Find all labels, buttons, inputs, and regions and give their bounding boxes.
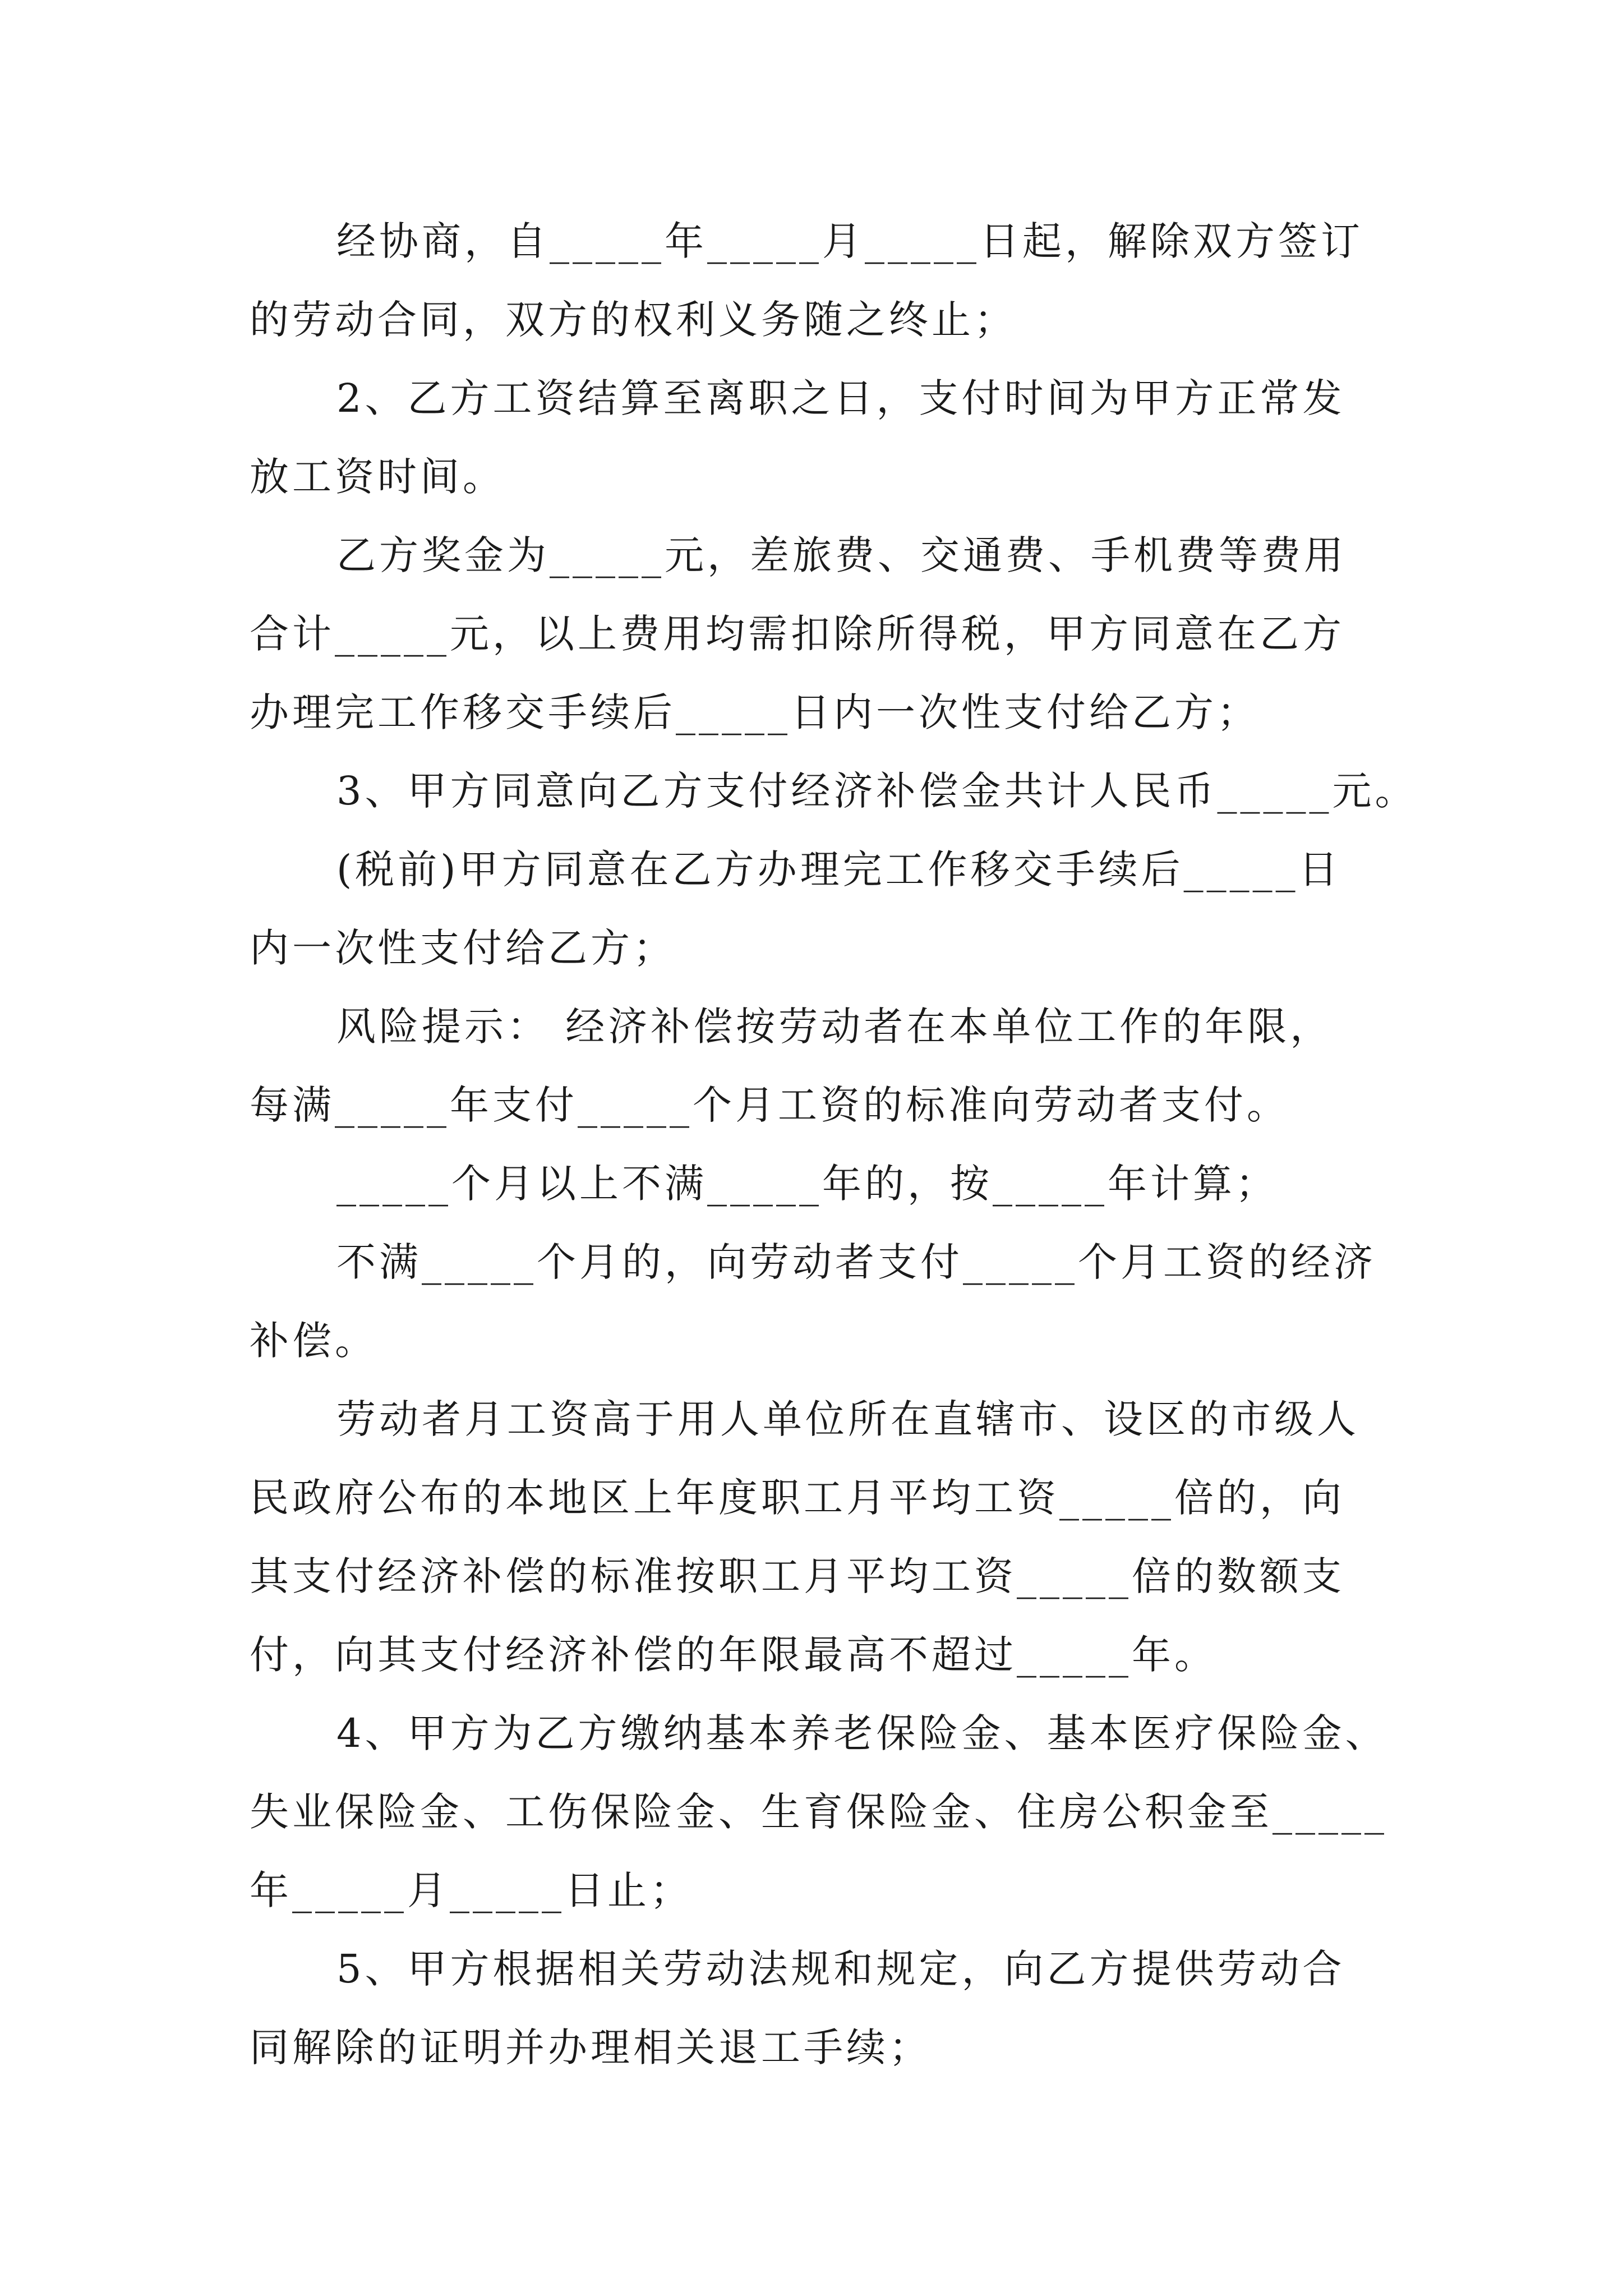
text-line-14: 不满_____个月的，向劳动者支付_____个月工资的经济	[336, 1239, 1376, 1285]
text-line-11: 风险提示： 经济补偿按劳动者在本单位工作的年限，	[336, 1004, 1333, 1050]
text-line-18: 其支付经济补偿的标准按职工月平均工资_____倍的数额支	[250, 1553, 1345, 1599]
text-line-13: _____个月以上不满_____年的，按_____年计算；	[336, 1161, 1278, 1207]
text-line-5: 乙方奖金为_____元，差旅费、交通费、手机费等费用	[336, 532, 1347, 578]
text-line-7: 办理完工作移交手续后_____日内一次性支付给乙方；	[250, 689, 1260, 735]
text-line-15: 补偿。	[250, 1318, 377, 1364]
text-line-23: 5、甲方根据相关劳动法规和规定，向乙方提供劳动合	[336, 1946, 1345, 1992]
text-line-12: 每满_____年支付_____个月工资的标准向劳动者支付。	[250, 1082, 1289, 1128]
text-line-16: 劳动者月工资高于用人单位所在直辖市、设区的市级人	[336, 1396, 1359, 1442]
text-line-6: 合计_____元，以上费用均需扣除所得税，甲方同意在乙方	[250, 611, 1345, 657]
text-line-9: (税前)甲方同意在乙方办理完工作移交手续后_____日	[336, 846, 1341, 892]
text-line-3: 2、乙方工资结算至离职之日，支付时间为甲方正常发	[336, 375, 1345, 421]
text-line-19: 付，向其支付经济补偿的年限最高不超过_____年。	[250, 1632, 1217, 1678]
text-line-17: 民政府公布的本地区上年度职工月平均工资_____倍的，向	[250, 1475, 1345, 1521]
text-line-2: 的劳动合同，双方的权利义务随之终止；	[250, 297, 1017, 343]
text-line-4: 放工资时间。	[250, 454, 505, 500]
text-line-8: 3、甲方同意向乙方支付经济补偿金共计人民币_____元。	[336, 768, 1418, 814]
text-line-22: 年_____月_____日止；	[250, 1867, 693, 1913]
text-line-21: 失业保险金、工伤保险金、生育保险金、住房公积金至_____	[250, 1789, 1387, 1835]
text-line-1: 经协商，自_____年_____月_____日起，解除双方签订	[336, 218, 1363, 264]
text-line-20: 4、甲方为乙方缴纳基本养老保险金、基本医疗保险金、	[336, 1710, 1388, 1756]
text-line-10: 内一次性支付给乙方；	[250, 925, 676, 971]
text-line-24: 同解除的证明并办理相关退工手续；	[250, 2024, 932, 2070]
